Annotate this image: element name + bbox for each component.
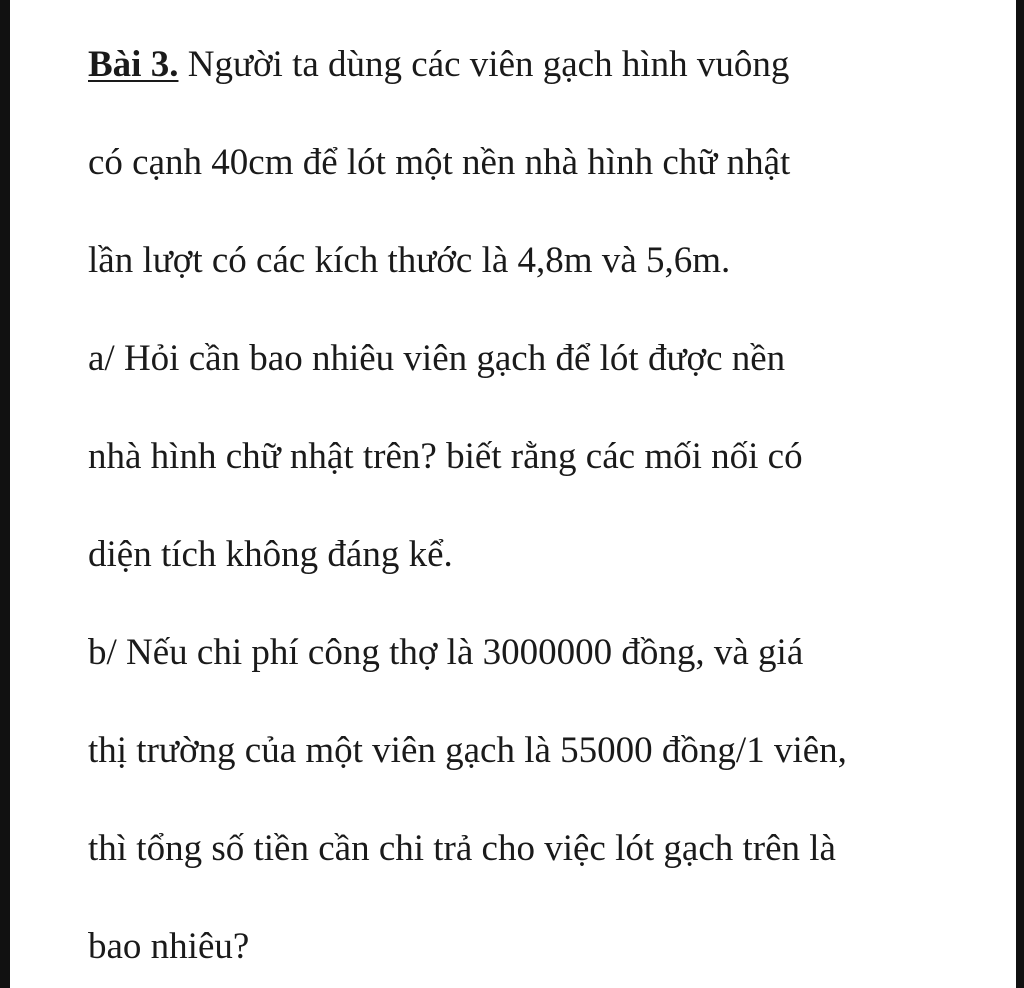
question-a-line-1: a/ Hỏi cần bao nhiêu viên gạch để lót được nền bbox=[88, 338, 786, 379]
text-line-2: có cạnh 40cm để lót một nền nhà hình chữ nhật bbox=[88, 142, 791, 183]
line-1-text: Người ta dùng các viên gạch hình vuông bbox=[178, 44, 790, 85]
question-b-line-3: thì tổng số tiền cần chi trả cho việc lót gạch trên là bbox=[88, 828, 836, 869]
text-line-1 bbox=[88, 30, 1018, 128]
problem-text bbox=[88, 30, 1018, 988]
question-b-line-4: bao nhiêu? bbox=[88, 926, 250, 967]
question-b-line-2: thị trường của một viên gạch là 55000 đồng/1 viên, bbox=[88, 730, 847, 771]
question-a-line-3: diện tích không đáng kể. bbox=[88, 534, 453, 575]
text-line-3: lần lượt có các kích thước là 4,8m và 5,6m. bbox=[88, 240, 731, 281]
question-b-line-1: b/ Nếu chi phí công thợ là 3000000 đồng, và giá bbox=[88, 632, 804, 673]
question-a-line-2: nhà hình chữ nhật trên? biết rằng các mối nối có bbox=[88, 436, 803, 477]
problem-heading: Bài 3. bbox=[88, 44, 179, 85]
